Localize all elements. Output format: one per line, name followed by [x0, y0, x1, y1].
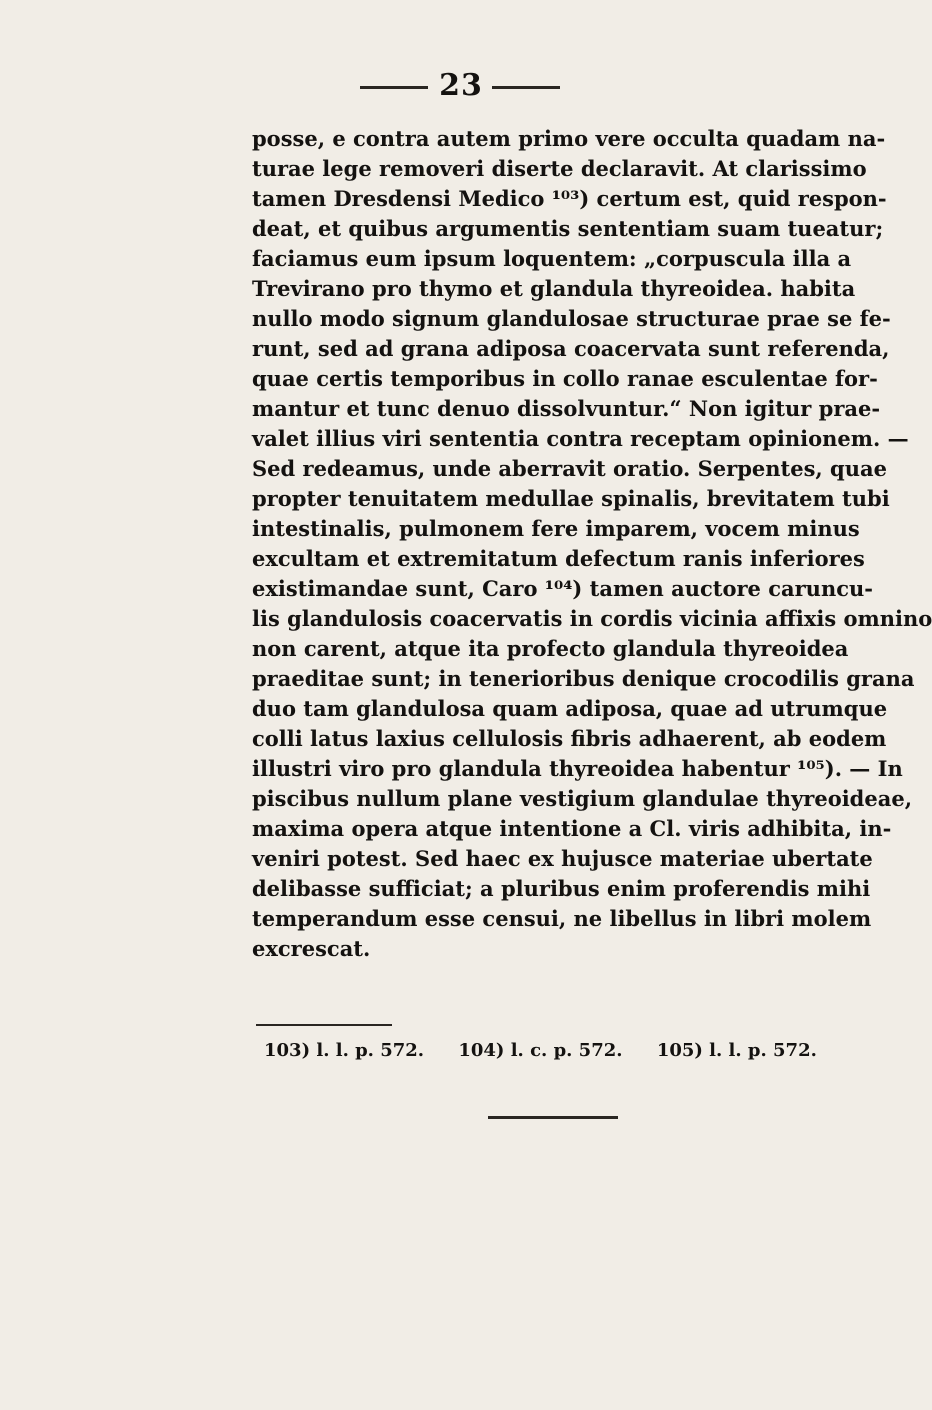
text-line: non carent, atque ita profecto glandula thyreoidea	[252, 636, 849, 661]
text-line: quae certis temporibus in collo ranae esculentae for-	[252, 366, 878, 391]
text-line: valet illius viri sententia contra receptam opinionem. —	[252, 426, 909, 451]
text-line: veniri potest. Sed haec ex hujusce materiae ubertate	[252, 846, 873, 871]
footnote-rule	[256, 1024, 392, 1026]
text-line: Sed redeamus, unde aberravit oratio. Serpentes, quae	[252, 456, 887, 481]
text-line: posse, e contra autem primo vere occulta quadam na-	[252, 126, 886, 151]
text-line: delibasse sufficiat; a pluribus enim proferendis mihi	[252, 876, 871, 901]
text-line: excrescat.	[252, 936, 371, 961]
bottom-rule	[488, 1116, 618, 1119]
text-line: existimandae sunt, Caro ¹⁰⁴) tamen auctore caruncu-	[252, 576, 873, 601]
text-line: deat, et quibus argumentis sententiam suam tueatur;	[252, 216, 884, 241]
text-line: duo tam glandulosa quam adiposa, quae ad utrumque	[252, 696, 888, 721]
text-line: faciamus eum ipsum loquentem: „corpuscula illa a	[252, 246, 852, 271]
text-line: propter tenuitatem medullae spinalis, brevitatem tubi	[252, 486, 890, 511]
text-line: nullo modo signum glandulosae structurae prae se fe-	[252, 306, 891, 331]
text-line: piscibus nullum plane vestigium glandulae thyreoideae,	[252, 786, 913, 811]
footnote-105: 105) l. l. p. 572.	[656, 1040, 817, 1061]
text-line: mantur et tunc denuo dissolvuntur.“ Non igitur prae-	[252, 396, 881, 421]
text-line: turae lege removeri diserte declaravit. At clarissimo	[252, 156, 867, 181]
text-line: runt, sed ad grana adiposa coacervata sunt referenda,	[252, 336, 890, 361]
text-line: illustri viro pro glandula thyreoidea habentur ¹⁰⁵). — In	[252, 756, 903, 781]
header-rule-right	[492, 86, 560, 89]
footnote-103: 103) l. l. p. 572.	[264, 1040, 425, 1061]
text-line: intestinalis, pulmonem fere imparem, vocem minus	[252, 516, 860, 541]
footnotes	[264, 1038, 817, 1064]
text-line: temperandum esse censui, ne libellus in libri molem	[252, 906, 872, 931]
text-line: maxima opera atque intentione a Cl. viris adhibita, in-	[252, 816, 892, 841]
text-line: Trevirano pro thymo et glandula thyreoidea. habita	[252, 276, 856, 301]
footnote-104: 104) l. c. p. 572.	[458, 1040, 623, 1061]
text-line: excultam et extremitatum defectum ranis inferiores	[252, 546, 865, 571]
text-line: tamen Dresdensi Medico ¹⁰³) certum est, quid respon-	[252, 186, 887, 211]
body-text	[252, 124, 932, 964]
page-header	[0, 68, 800, 108]
page-number: 23	[439, 68, 483, 103]
text-line: lis glandulosis coacervatis in cordis vicinia affixis omnino	[252, 606, 932, 631]
text-line: colli latus laxius cellulosis fibris adhaerent, ab eodem	[252, 726, 887, 751]
header-rule-left	[360, 86, 428, 89]
text-line: praeditae sunt; in tenerioribus denique crocodilis grana	[252, 666, 915, 691]
